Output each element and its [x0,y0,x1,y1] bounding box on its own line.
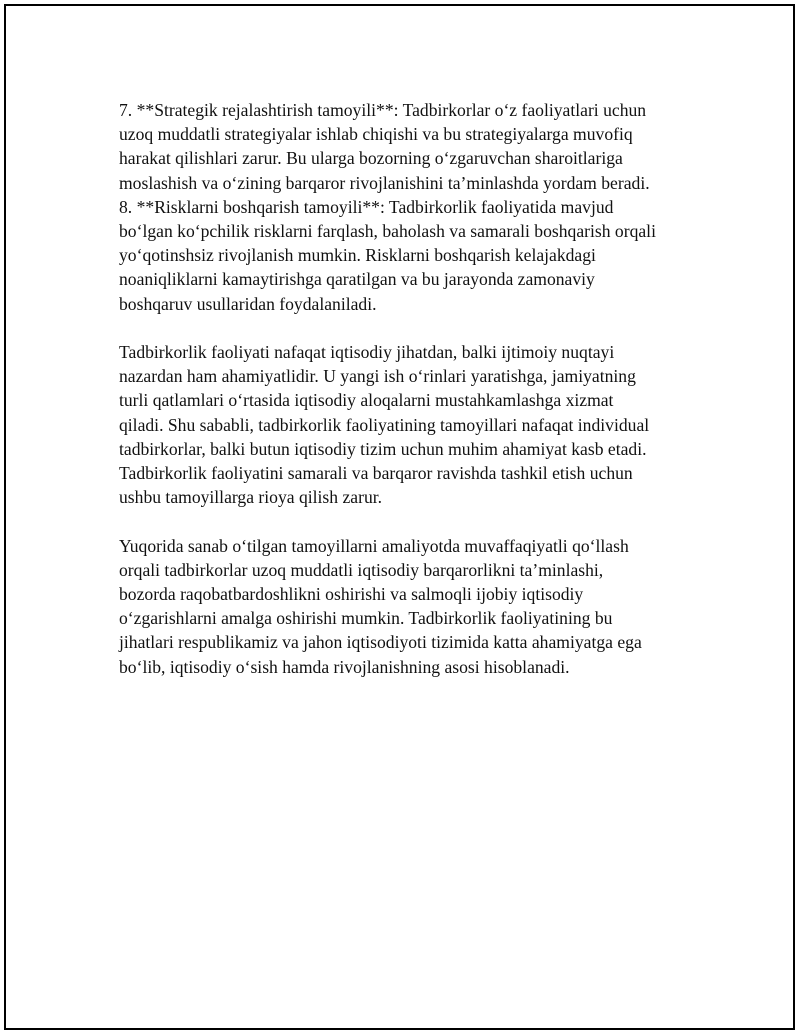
paragraph-spacer [119,509,689,533]
document-page [4,4,795,1030]
text-line: 8. **Risklarni boshqarish tamoyili**: Tadbirkorlik faoliyatida mavjud [119,196,614,217]
text-line: harakat qilishlari zarur. Bu ularga bozorning o‘zgaruvchan sharoitlariga [119,148,623,169]
document-body [119,98,689,679]
text-line: yo‘qotinshsiz rivojlanish mumkin. Risklarni boshqarish kelajakdagi [119,245,596,266]
text-line: boshqaruv usullaridan foydalaniladi. [119,293,377,314]
text-line: nazardan ham ahamiyatlidir. U yangi ish o‘rinlari yaratishga, jamiyatning [119,366,636,387]
text-line: qiladi. Shu sababli, tadbirkorlik faoliyatining tamoyillari nafaqat individual [119,414,650,435]
text-line: Yuqorida sanab o‘tilgan tamoyillarni amaliyotda muvaffaqiyatli qo‘llash [119,535,629,556]
text-line: ushbu tamoyillarga rioya qilish zarur. [119,487,383,508]
text-line: tadbirkorlar, balki butun iqtisodiy tizim uchun muhim ahamiyat kasb etadi. [119,438,647,459]
paragraph-spacer [119,316,689,340]
text-line: noaniqliklarni kamaytirishga qaratilgan va bu jarayonda zamonaviy [119,269,595,290]
paragraph-social-importance [119,340,689,509]
text-line: bozorda raqobatbardoshlikni oshirishi va salmoqli ijobiy iqtisodiy [119,584,584,605]
text-line: orqali tadbirkorlar uzoq muddatli iqtisodiy barqarorlikni ta’minlashi, [119,559,604,580]
text-line: 7. **Strategik rejalashtirish tamoyili**: Tadbirkorlar o‘z faoliyatlari uchun [119,100,647,120]
text-line: turli qatlamlari o‘rtasida iqtisodiy aloqalarni mustahkamlashga xizmat [119,390,614,411]
paragraph-principles-7-8 [119,98,689,316]
text-line: uzoq muddatli strategiyalar ishlab chiqishi va bu strategiyalarga muvofiq [119,124,633,145]
text-line: bo‘lgan ko‘pchilik risklarni farqlash, baholash va samarali boshqarish orqali [119,221,656,242]
text-line: o‘zgarishlarni amalga oshirishi mumkin. Tadbirkorlik faoliyatining bu [119,608,613,629]
paragraph-conclusion [119,534,689,679]
text-line: Tadbirkorlik faoliyati nafaqat iqtisodiy jihatdan, balki ijtimoiy nuqtayi [119,342,615,363]
text-line: Tadbirkorlik faoliyatini samarali va barqaror ravishda tashkil etish uchun [119,463,633,484]
text-line: moslashish va o‘zining barqaror rivojlanishini ta’minlashda yordam beradi. [119,172,650,193]
text-line: jihatlari respublikamiz va jahon iqtisodiyoti tizimida katta ahamiyatga ega [119,632,642,653]
text-line: bo‘lib, iqtisodiy o‘sish hamda rivojlanishning asosi hisoblanadi. [119,656,570,677]
